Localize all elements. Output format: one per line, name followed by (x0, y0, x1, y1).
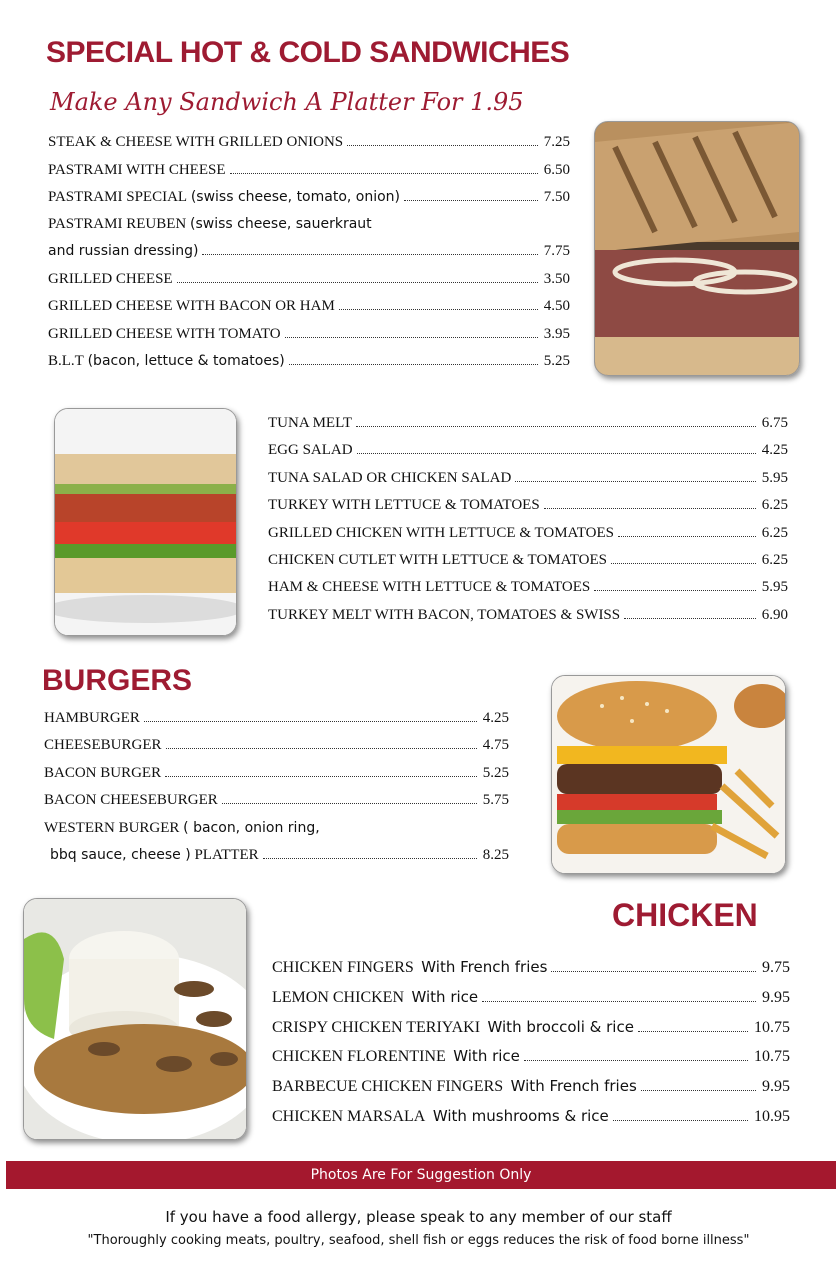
platter-subtitle: Make Any Sandwich A Platter For 1.95 (50, 88, 524, 116)
blt-sandwich-photo (54, 408, 237, 636)
menu-item: WESTERN BURGER ( bacon, onion ring, (44, 820, 320, 836)
menu-item: TURKEY MELT WITH BACON, TOMATOES & SWISS 6.90 (268, 607, 788, 623)
menu-item: GRILLED CHICKEN WITH LETTUCE & TOMATOES 6.25 (268, 525, 788, 541)
menu-item: GRILLED CHEESE 3.50 (48, 271, 570, 287)
menu-item: TUNA SALAD OR CHICKEN SALAD 5.95 (268, 470, 788, 486)
menu-item: CHICKEN FINGERS With French fries 9.75 (272, 958, 790, 976)
menu-item: TUNA MELT 6.75 (268, 415, 788, 431)
menu-item: EGG SALAD 4.25 (268, 442, 788, 458)
menu-item: TURKEY WITH LETTUCE & TOMATOES 6.25 (268, 497, 788, 513)
menu-item: CHICKEN FLORENTINE With rice 10.75 (272, 1047, 790, 1065)
menu-item: GRILLED CHEESE WITH TOMATO 3.95 (48, 326, 570, 342)
menu-item: CHEESEBURGER 4.75 (44, 737, 509, 753)
menu-item: CHICKEN CUTLET WITH LETTUCE & TOMATOES 6.25 (268, 552, 788, 568)
menu-item: PASTRAMI WITH CHEESE 6.50 (48, 162, 570, 178)
menu-item: CHICKEN MARSALA With mushrooms & rice 10.95 (272, 1107, 790, 1125)
menu-item: CRISPY CHICKEN TERIYAKI With broccoli & rice 10.75 (272, 1018, 790, 1036)
menu-item: BARBECUE CHICKEN FINGERS With French fries 9.95 (272, 1077, 790, 1095)
pastrami-sandwich-photo (594, 121, 800, 376)
burgers-title: BURGERS (42, 664, 193, 697)
menu-item: BACON CHEESEBURGER 5.75 (44, 792, 509, 808)
menu-item: GRILLED CHEESE WITH BACON OR HAM 4.50 (48, 298, 570, 314)
menu-item: LEMON CHICKEN With rice 9.95 (272, 988, 790, 1006)
menu-item: PASTRAMI SPECIAL (swiss cheese, tomato, onion) 7.50 (48, 189, 570, 205)
menu-item: B.L.T (bacon, lettuce & tomatoes) 5.25 (48, 353, 570, 369)
burger-photo (551, 675, 786, 874)
photos-disclaimer-banner: Photos Are For Suggestion Only (6, 1161, 836, 1189)
menu-item: HAMBURGER 4.25 (44, 710, 509, 726)
chicken-title: CHICKEN (612, 897, 758, 933)
food-safety-warning: "Thoroughly cooking meats, poultry, seafood, shell fish or eggs reduces the risk of food borne illness" (87, 1233, 750, 1248)
chicken-marsala-photo (23, 898, 247, 1140)
menu-item: HAM & CHEESE WITH LETTUCE & TOMATOES 5.95 (268, 579, 788, 595)
menu-item: STEAK & CHEESE WITH GRILLED ONIONS 7.25 (48, 134, 570, 150)
menu-item-continued: bbq sauce, cheese ) PLATTER 8.25 (50, 847, 509, 863)
menu-item-continued: and russian dressing) 7.75 (48, 243, 570, 259)
menu-item: BACON BURGER 5.25 (44, 765, 509, 781)
sandwiches-title: SPECIAL HOT & COLD SANDWICHES (46, 36, 570, 69)
allergy-notice: If you have a food allergy, please speak to any member of our staff (165, 1208, 672, 1226)
menu-item: PASTRAMI REUBEN (swiss cheese, sauerkraut (48, 216, 372, 232)
